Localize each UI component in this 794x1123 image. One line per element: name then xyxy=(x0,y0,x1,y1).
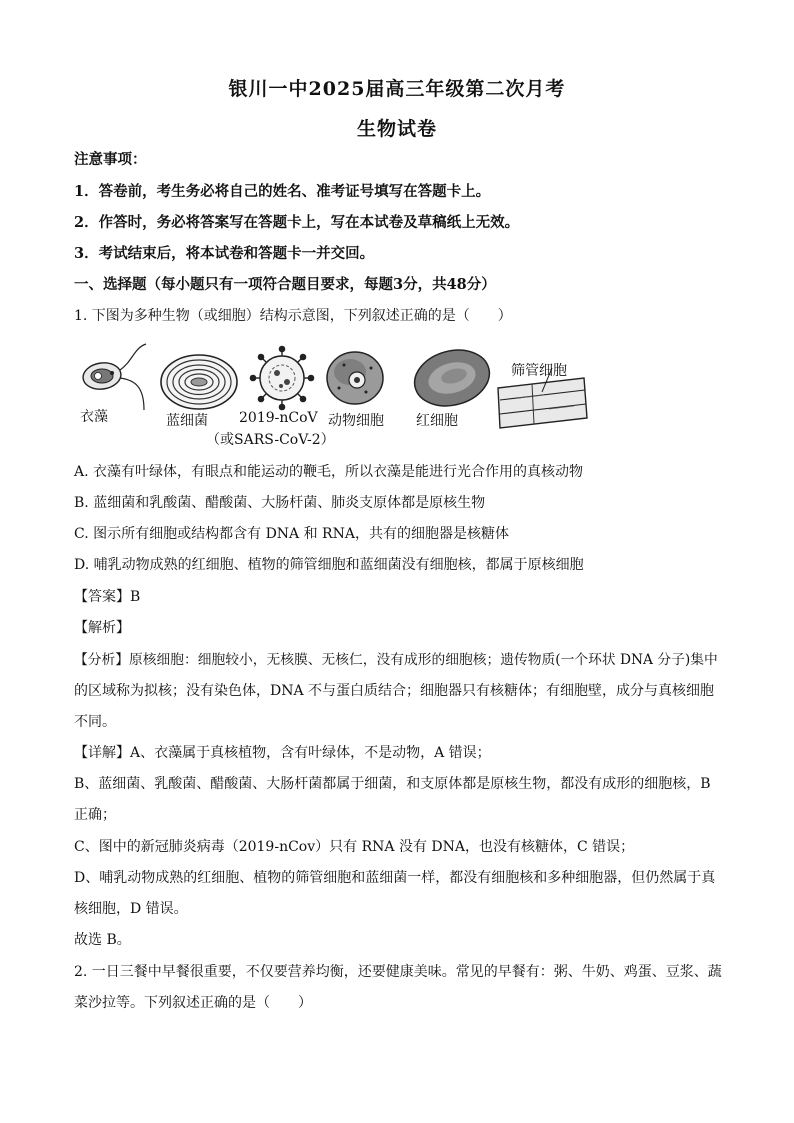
coronavirus-drawing xyxy=(250,346,313,409)
analysis-text: 不同。 xyxy=(74,714,116,730)
detail-text: B、蓝细菌、乳酸菌、醋酸菌、大肠杆菌都属于细菌，和支原体都是原核生物，都没有成形的细胞核，B xyxy=(74,776,711,792)
option-d: D. 哺乳动物成熟的红细胞、植物的筛管细胞和蓝细菌没有细胞核，都属于原核细胞 xyxy=(74,557,584,573)
question-1-stem: 1. 下图为多种生物（或细胞）结构示意图，下列叙述正确的是（ ） xyxy=(74,308,512,324)
label-cyanobacteria: 蓝细菌 xyxy=(166,413,208,429)
analysis-text: 【分析】原核细胞：细胞较小，无核膜、无核仁，没有成形的细胞核；遗传物质(一个环状 DNA 分子)集中 xyxy=(74,652,718,668)
red-blood-cell-drawing xyxy=(408,342,495,414)
question-2-stem: 2. 一日三餐中早餐很重要，不仅要营养均衡，还要健康美味。常见的早餐有：粥、牛奶、鸡蛋、豆浆、蔬 xyxy=(74,964,722,980)
exam-title: 银川一中2025届高三年级第二次月考 xyxy=(228,78,566,100)
label-virus-alt: （或SARS-CoV-2） xyxy=(206,432,335,448)
notice-item: 1．答卷前，考生务必将自己的姓名、准考证号填写在答题卡上。 xyxy=(74,183,491,200)
analysis-label: 【解析】 xyxy=(74,620,130,636)
detail-text: 正确； xyxy=(74,807,116,823)
chlamydomonas-drawing xyxy=(81,344,146,410)
conclusion-text: 故选 B。 xyxy=(74,932,131,948)
notice-heading: 注意事项： xyxy=(74,151,147,168)
section-heading: 一、选择题（每小题只有一项符合题目要求，每题3分，共48分） xyxy=(74,276,496,293)
detail-text: 核细胞，D 错误。 xyxy=(74,901,188,917)
notice-item: 2．作答时，务必将答案写在答题卡上，写在本试卷及草稿纸上无效。 xyxy=(74,214,520,231)
answer: 【答案】B xyxy=(74,589,141,605)
question-2-stem: 菜沙拉等。下列叙述正确的是（ ） xyxy=(74,995,312,1011)
detail-text: D、哺乳动物成熟的红细胞、植物的筛管细胞和蓝细菌一样，都没有细胞核和多种细胞器，但仍然属于真 xyxy=(74,870,716,886)
label-virus: 2019-nCoV xyxy=(239,410,318,426)
label-animal-cell: 动物细胞 xyxy=(328,413,384,429)
question-1-figure xyxy=(74,340,594,452)
label-chlamydomonas: 衣藻 xyxy=(80,409,108,425)
animal-cell-drawing xyxy=(327,352,383,404)
cyanobacteria-drawing xyxy=(161,355,237,409)
exam-subtitle: 生物试卷 xyxy=(356,118,437,140)
analysis-text: 的区域称为拟核；没有染色体，DNA 不与蛋白质结合；细胞器只有核糖体；有细胞壁，成分与真核细胞 xyxy=(74,683,715,699)
notice-item: 3．考试结束后，将本试卷和答题卡一并交回。 xyxy=(74,245,375,262)
detail-text: C、图中的新冠肺炎病毒（2019-nCov）只有 RNA 没有 DNA，也没有核糖体，C 错误； xyxy=(74,839,635,855)
label-sieve-tube-cell: 筛管细胞 xyxy=(511,363,567,379)
label-red-blood-cell: 红细胞 xyxy=(416,413,458,429)
detail-text: 【详解】A、衣藻属于真核植物，含有叶绿体，不是动物，A 错误； xyxy=(74,745,491,761)
option-a: A. 衣藻有叶绿体，有眼点和能运动的鞭毛，所以衣藻是能进行光合作用的真核动物 xyxy=(74,464,584,480)
option-b: B. 蓝细菌和乳酸菌、醋酸菌、大肠杆菌、肺炎支原体都是原核生物 xyxy=(74,495,486,511)
option-c: C. 图示所有细胞或结构都含有 DNA 和 RNA，共有的细胞器是核糖体 xyxy=(74,526,509,542)
